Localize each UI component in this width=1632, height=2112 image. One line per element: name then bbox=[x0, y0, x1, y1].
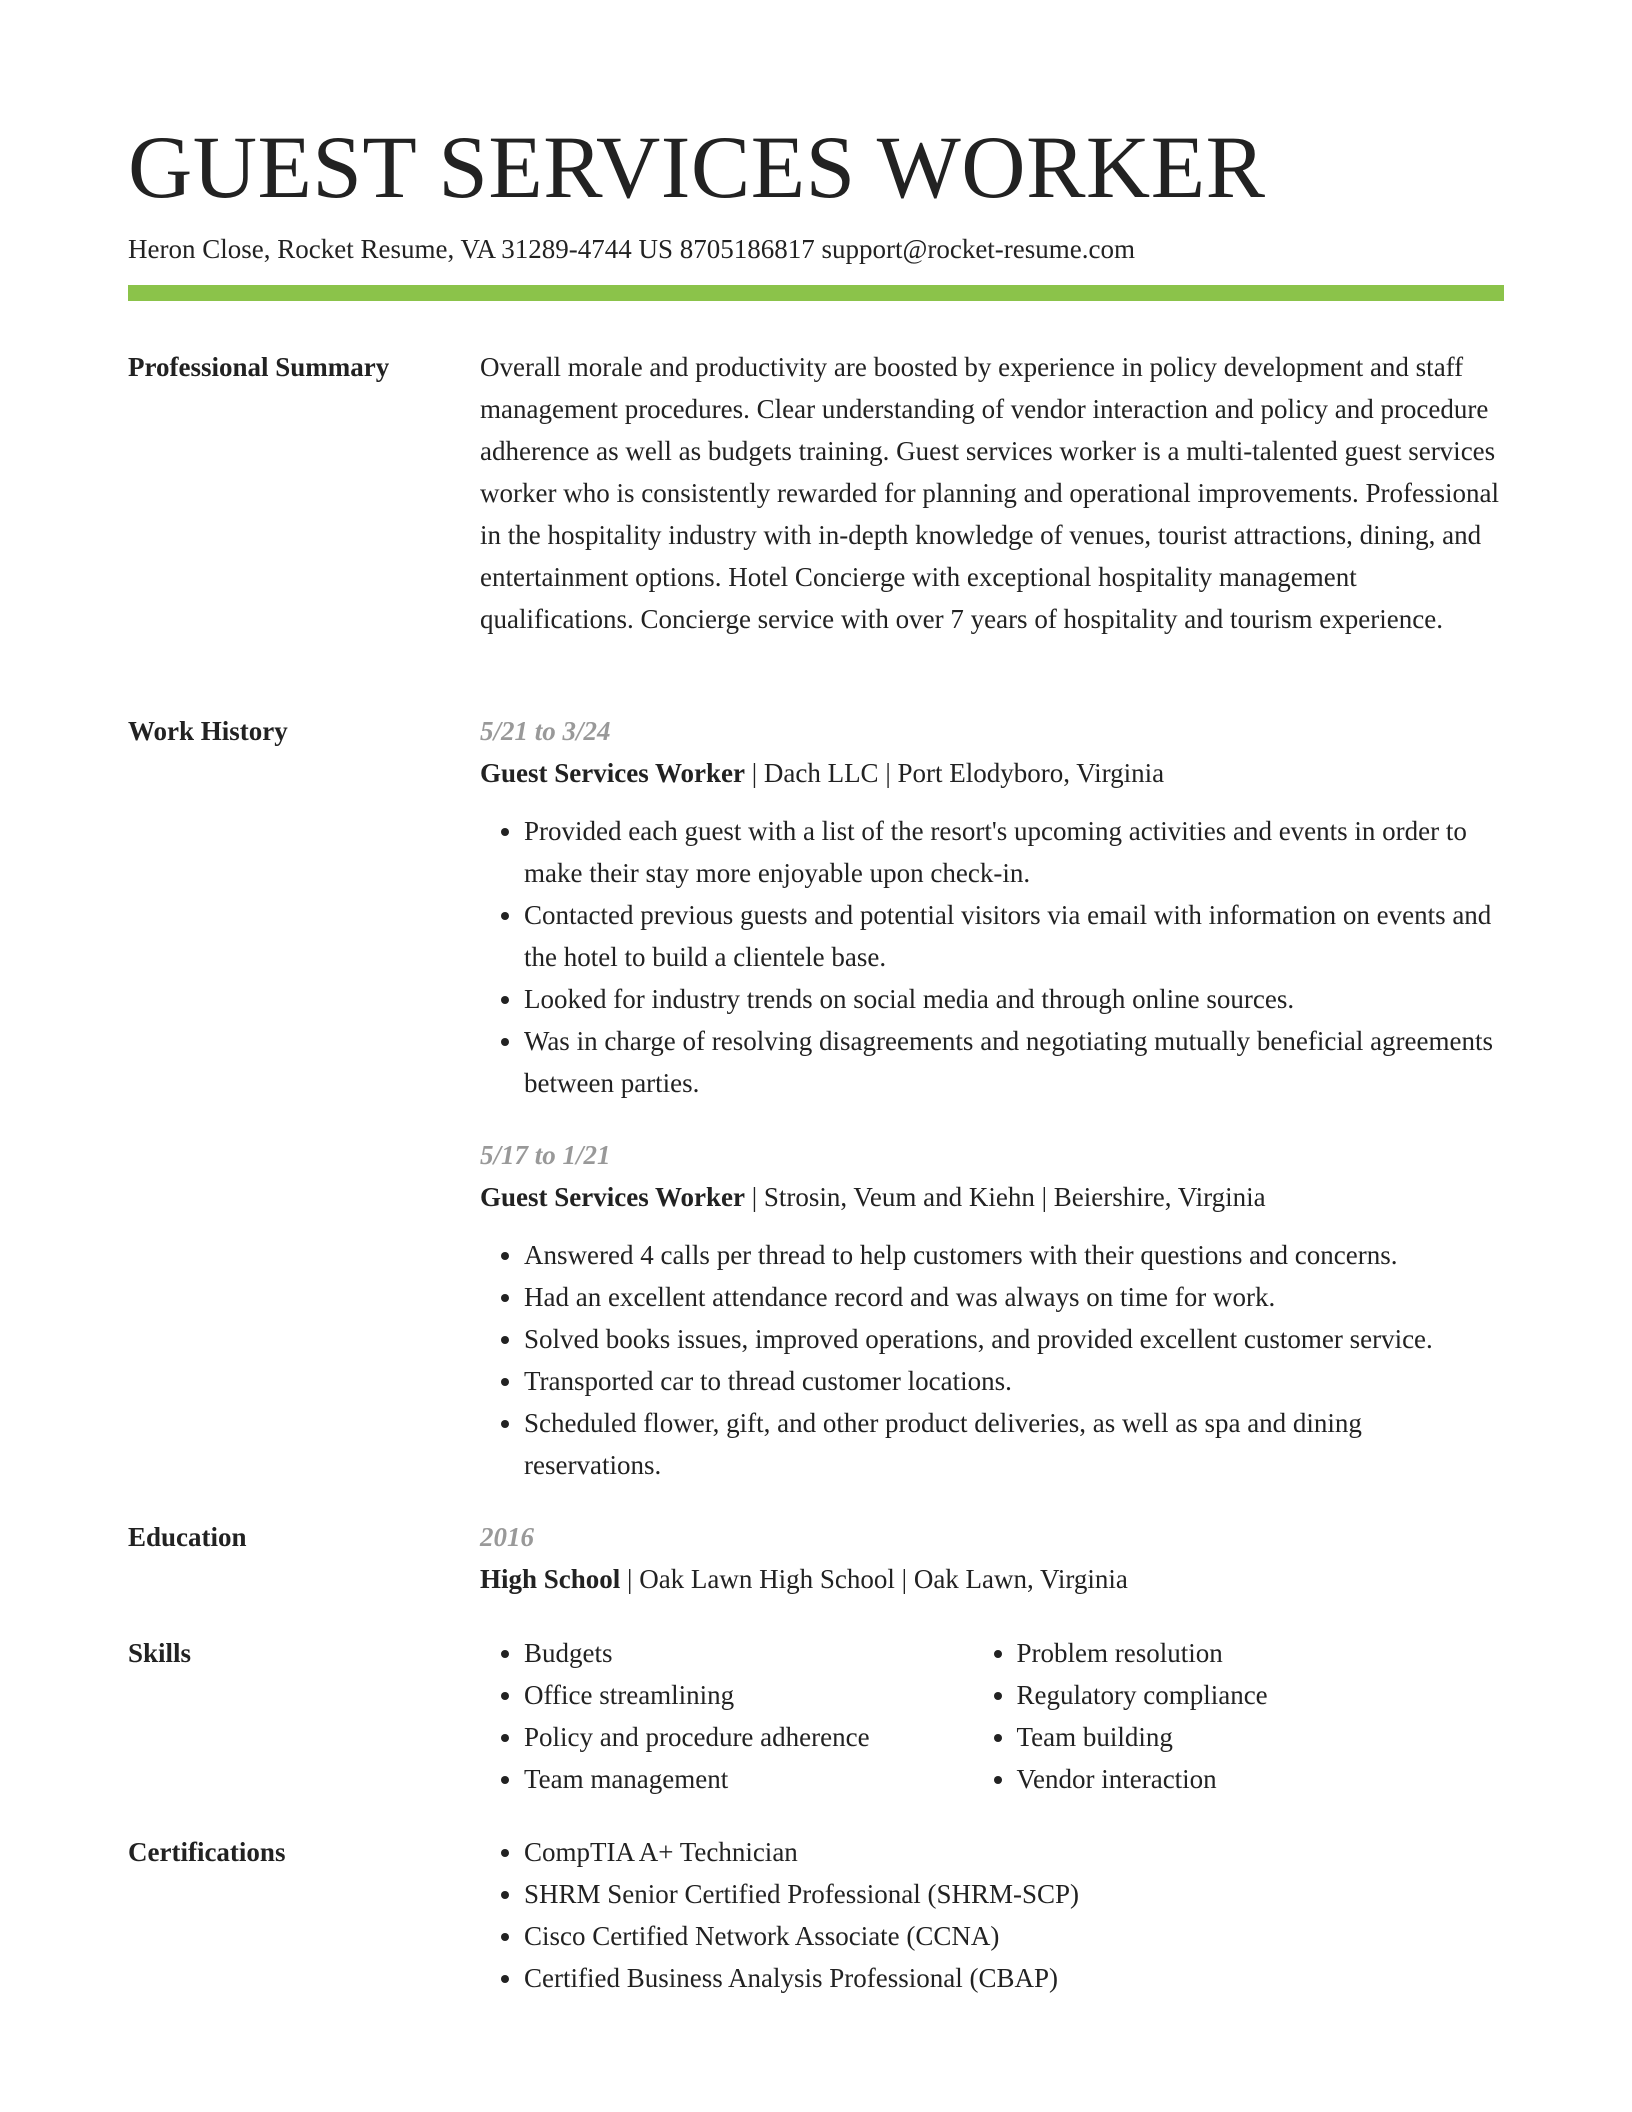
job-heading bbox=[480, 752, 1504, 794]
list-item: • Policy and procedure adherence bbox=[524, 1716, 973, 1758]
education-year: 2016 bbox=[480, 1522, 534, 1552]
list-item: • Looked for industry trends on social media and through online sources. bbox=[524, 978, 1504, 1020]
education-heading bbox=[480, 1558, 1504, 1600]
list-item: • Office streamlining bbox=[524, 1674, 973, 1716]
list-item: • Provided each guest with a list of the resort's upcoming activities and events in order to make their stay more enjoyable upon check-in. bbox=[524, 810, 1504, 894]
list-item: • Team management bbox=[524, 1758, 973, 1800]
job-details: | Dach LLC | Port Elodyboro, Virginia bbox=[744, 758, 1165, 788]
skills-column-1 bbox=[480, 1632, 973, 1800]
skills-column-2 bbox=[973, 1632, 1505, 1800]
list-item: • Answered 4 calls per thread to help customers with their questions and concerns. bbox=[524, 1234, 1504, 1276]
list-item: • Scheduled flower, gift, and other product deliveries, as well as spa and dining reservations. bbox=[524, 1402, 1504, 1486]
header-divider bbox=[128, 285, 1504, 301]
skills-label: Skills bbox=[128, 1638, 192, 1668]
skills-body bbox=[480, 1632, 1504, 1800]
certifications-body bbox=[480, 1831, 1504, 1999]
job-dates: 5/21 to 3/24 bbox=[480, 716, 611, 746]
list-item: • SHRM Senior Certified Professional (SHRM-SCP) bbox=[524, 1873, 1504, 1915]
summary-text: Overall morale and productivity are boosted by experience in policy development and staff management procedures. Clear understanding of vendor interaction and policy and procedure adherence as well as budgets training. Guest services worker is a multi-talented guest services worker who is consistently rewarded for planning and operational improvements. Professional in the hospitality industry with in-depth knowledge of venues, tourist attractions, dining, and entertainment options. Hotel Concierge with exceptional hospitality management qualifications. Concierge service with over 7 years of hospitality and tourism experience. bbox=[480, 352, 1499, 634]
list-item: • Transported car to thread customer locations. bbox=[524, 1360, 1504, 1402]
list-item: • CompTIA A+ Technician bbox=[524, 1831, 1504, 1873]
list-item: • Certified Business Analysis Professional (CBAP) bbox=[524, 1957, 1504, 1999]
work-history-body bbox=[480, 710, 1504, 1486]
certifications-list bbox=[480, 1831, 1504, 1999]
list-item: • Cisco Certified Network Associate (CCNA) bbox=[524, 1915, 1504, 1957]
list-item: • Contacted previous guests and potential visitors via email with information on events and the hotel to build a clientele base. bbox=[524, 894, 1504, 978]
list-item: • Vendor interaction bbox=[1017, 1758, 1505, 1800]
job-details: | Strosin, Veum and Kiehn | Beiershire, Virginia bbox=[744, 1182, 1266, 1212]
work-history-label: Work History bbox=[128, 716, 288, 746]
job-dates: 5/17 to 1/21 bbox=[480, 1140, 611, 1170]
resume-title: GUEST SERVICES WORKER bbox=[128, 119, 1266, 217]
list-item: • Was in charge of resolving disagreements and negotiating mutually beneficial agreements between parties. bbox=[524, 1020, 1504, 1104]
job-title: Guest Services Worker bbox=[480, 1182, 745, 1212]
job-bullets bbox=[480, 1234, 1504, 1486]
education-body bbox=[480, 1516, 1504, 1600]
list-item: • Solved books issues, improved operations, and provided excellent customer service. bbox=[524, 1318, 1504, 1360]
job-entry bbox=[480, 1134, 1504, 1486]
summary-body bbox=[480, 346, 1504, 640]
list-item: • Budgets bbox=[524, 1632, 973, 1674]
certifications-label: Certifications bbox=[128, 1837, 286, 1867]
education-details: | Oak Lawn High School | Oak Lawn, Virginia bbox=[620, 1564, 1128, 1594]
list-item: • Had an excellent attendance record and was always on time for work. bbox=[524, 1276, 1504, 1318]
list-item: • Regulatory compliance bbox=[1017, 1674, 1505, 1716]
job-bullets bbox=[480, 810, 1504, 1104]
job-title: Guest Services Worker bbox=[480, 758, 745, 788]
education-label: Education bbox=[128, 1522, 247, 1552]
summary-label: Professional Summary bbox=[128, 352, 390, 382]
job-heading bbox=[480, 1176, 1504, 1218]
list-item: • Problem resolution bbox=[1017, 1632, 1505, 1674]
list-item: • Team building bbox=[1017, 1716, 1505, 1758]
education-degree: High School bbox=[480, 1564, 621, 1594]
job-entry bbox=[480, 710, 1504, 1104]
contact-line: Heron Close, Rocket Resume, VA 31289-4744 US 8705186817 support@rocket-resume.com bbox=[128, 234, 1136, 264]
skills-grid bbox=[480, 1632, 1504, 1800]
